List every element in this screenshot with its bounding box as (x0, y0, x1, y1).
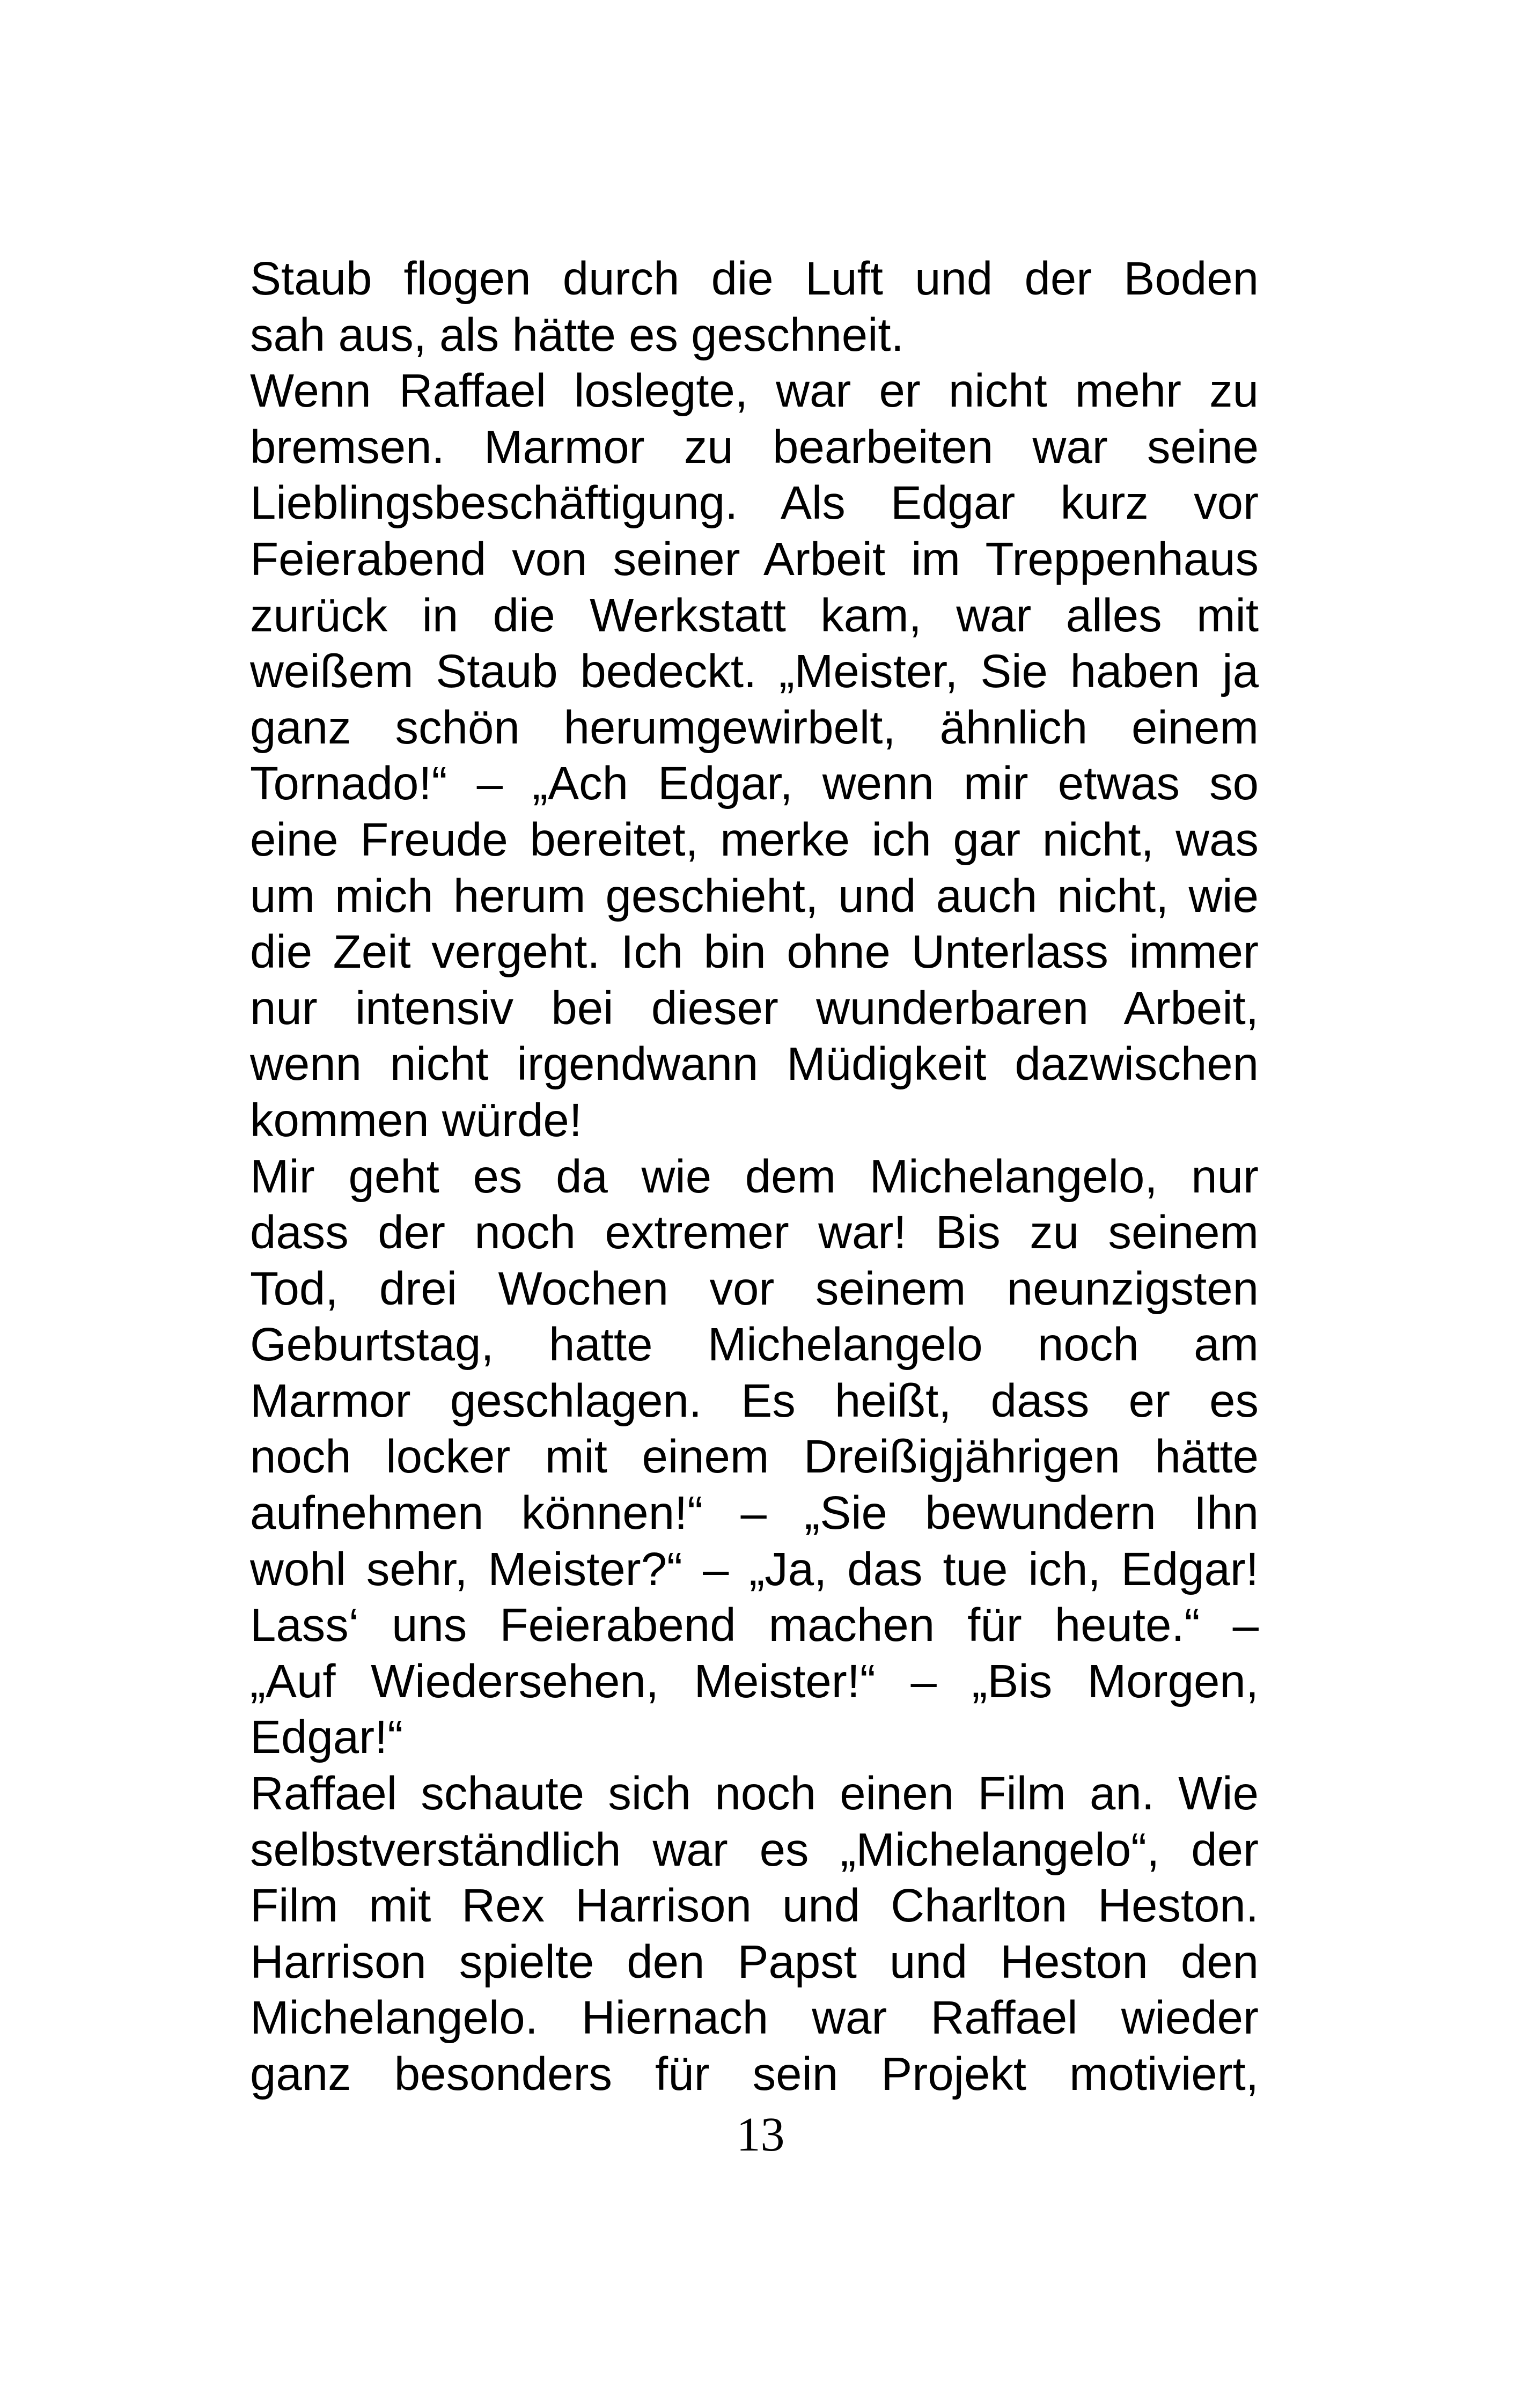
text-line: weißem Staub bedeckt. „Meister, Sie haben ja (250, 645, 1259, 698)
text-line: Geburtstag, hatte Michelangelo noch am (250, 1319, 1259, 1371)
page-number: 13 (736, 2108, 785, 2161)
text-line: Michelangelo. Hiernach war Raffael wieder (250, 1992, 1259, 2044)
text-line: Wenn Raffael loslegte, war er nicht mehr zu (250, 365, 1259, 417)
text-line: zurück in die Werkstatt kam, war alles mit (250, 589, 1259, 642)
text-line: ganz besonders für sein Projekt motiviert, (250, 2048, 1259, 2100)
text-line: bremsen. Marmor zu bearbeiten war seine (250, 421, 1259, 473)
text-line: die Zeit vergeht. Ich bin ohne Unterlass immer (250, 926, 1259, 978)
text-line: Staub flogen durch die Luft und der Boden (250, 253, 1259, 305)
text-line: um mich herum geschieht, und auch nicht, wie (250, 870, 1259, 922)
text-line: Harrison spielte den Papst und Heston den (250, 1935, 1259, 1988)
text-line: wohl sehr, Meister?“ – „Ja, das tue ich, Edgar! (250, 1543, 1259, 1595)
text-line: Feierabend von seiner Arbeit im Treppenhaus (250, 533, 1259, 585)
text-line: sah aus, als hätte es geschneit. (250, 308, 904, 361)
text-line: Lieblingsbeschäftigung. Als Edgar kurz vor (250, 477, 1259, 529)
text-line: nur intensiv bei dieser wunderbaren Arbeit, (250, 982, 1259, 1034)
text-line: ganz schön herumgewirbelt, ähnlich einem (250, 701, 1259, 754)
text-line: Tornado!“ – „Ach Edgar, wenn mir etwas so (250, 757, 1259, 810)
text-line: dass der noch extremer war! Bis zu seinem (250, 1206, 1259, 1259)
text-line: Mir geht es da wie dem Michelangelo, nur (250, 1150, 1259, 1203)
text-line: aufnehmen können!“ – „Sie bewundern Ihn (250, 1487, 1259, 1540)
text-line: Edgar!“ (250, 1711, 403, 1764)
text-line: wenn nicht irgendwann Müdigkeit dazwischen (250, 1038, 1259, 1091)
text-line: Tod, drei Wochen vor seinem neunzigsten (250, 1262, 1259, 1315)
text-line: Marmor geschlagen. Es heißt, dass er es (250, 1374, 1259, 1427)
text-line: selbstverständlich war es „Michelangelo“, der (250, 1823, 1259, 1876)
text-line: eine Freude bereitet, merke ich gar nicht, was (250, 813, 1259, 866)
text-line: „Auf Wiedersehen, Meister!“ – „Bis Morgen, (250, 1655, 1259, 1707)
body-text (250, 251, 1259, 2103)
text-line: noch locker mit einem Dreißigjährigen hätte (250, 1431, 1259, 1483)
text-line: Raffael schaute sich noch einen Film an. Wie (250, 1768, 1259, 1820)
text-line: Film mit Rex Harrison und Charlton Heston. (250, 1880, 1259, 1932)
text-line: Lass‘ uns Feierabend machen für heute.“ – (250, 1599, 1259, 1652)
text-line: kommen würde! (250, 1094, 582, 1146)
